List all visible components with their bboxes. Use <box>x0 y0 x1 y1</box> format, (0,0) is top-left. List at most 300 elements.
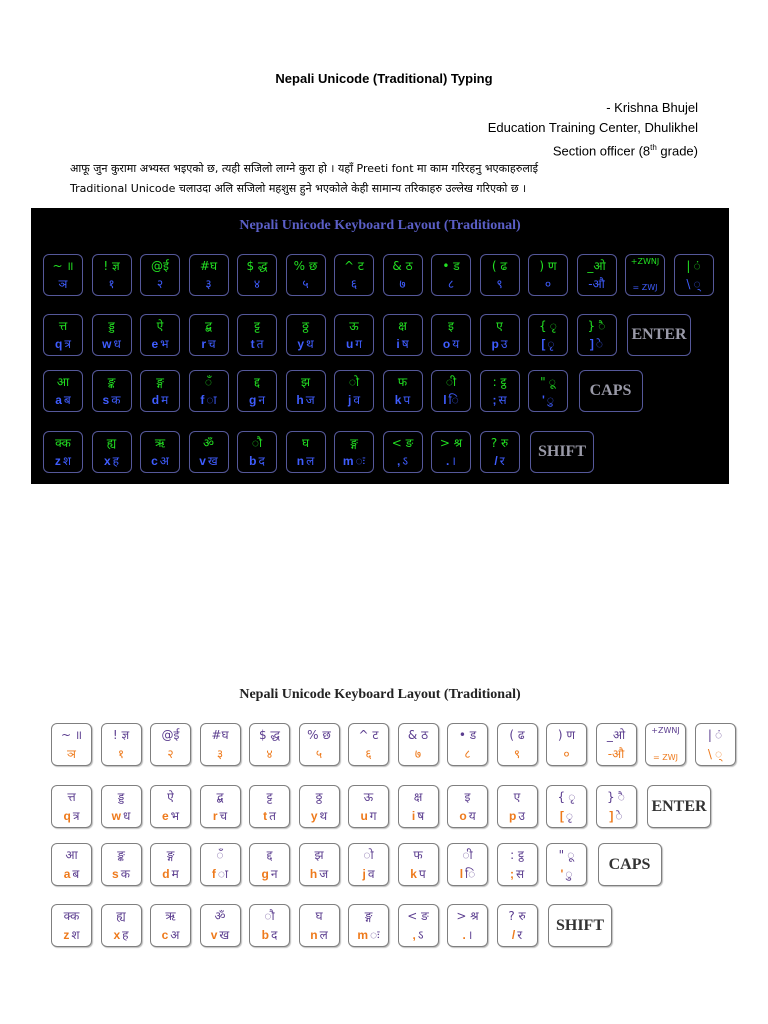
key-top-label: : ट्ठ <box>510 848 524 862</box>
key-top-label: त्त <box>58 319 68 333</box>
key-r1-6 <box>286 254 326 296</box>
key-r4-2 <box>92 431 132 473</box>
key-top-label: $ द्ध <box>246 259 268 273</box>
key-latin-label: o <box>459 809 467 823</box>
key-r4-3 <box>150 904 191 947</box>
key-r3-2 <box>101 843 142 886</box>
key-top-label: ी <box>445 375 457 389</box>
key-bottom-label <box>300 865 339 882</box>
key-r3-9 <box>447 843 488 886</box>
key-bottom-label <box>349 807 388 824</box>
key-bottom-label <box>250 926 289 943</box>
key-r1-2 <box>101 723 142 766</box>
key-top-label: ङ्क <box>117 848 125 862</box>
key-r1-11 <box>528 254 568 296</box>
key-top-label: & ठ <box>407 728 429 742</box>
key-bottom-label <box>529 335 567 352</box>
key-devanagari-label: ग <box>355 337 363 351</box>
key-top-label: ठ्ठ <box>315 790 323 804</box>
key-r3-7 <box>348 843 389 886</box>
key-top-label: @ई <box>161 728 180 742</box>
key-r3-1 <box>51 843 92 886</box>
key-r3-3 <box>140 370 180 412</box>
key-r4-9 <box>447 904 488 947</box>
key-latin-label: w <box>111 809 121 823</box>
key-devanagari-label: उ <box>500 337 508 351</box>
key-top-label: घ <box>301 436 310 450</box>
key-top-label: | ं <box>707 728 723 742</box>
key-latin-label: [ <box>541 337 546 351</box>
key-devanagari-label: र <box>517 928 523 942</box>
key-r4-9 <box>431 431 471 473</box>
key-devanagari-label: ञ <box>67 747 76 761</box>
key-top-label: झ <box>314 848 324 862</box>
key-top-label: ी <box>462 848 473 862</box>
key-r3-3 <box>150 843 191 886</box>
key-r2-3 <box>140 314 180 356</box>
key-devanagari-label: भ <box>170 809 180 823</box>
key-r1-5 <box>237 254 277 296</box>
key-r1-10 <box>480 254 520 296</box>
key-devanagari-label: -औ <box>607 747 625 761</box>
key-bottom-label <box>93 391 131 408</box>
key-bottom-label <box>44 275 82 292</box>
key-devanagari-label: ष <box>417 809 425 823</box>
key-r1-8 <box>398 723 439 766</box>
key-bottom-label <box>201 745 240 762</box>
key-bottom-label <box>93 452 131 469</box>
key-bottom-label <box>399 926 438 943</box>
key-latin-label: / <box>494 454 498 468</box>
key-latin-label: v <box>210 928 218 942</box>
key-top-label: द्द <box>266 848 273 862</box>
key-devanagari-label: स <box>498 393 507 407</box>
key-r2-11 <box>528 314 568 356</box>
key-top-label: & ठ <box>392 259 413 273</box>
key-top-label: क्क <box>63 909 80 923</box>
key-r2-1 <box>43 314 83 356</box>
key-devanagari-label: प <box>418 867 426 881</box>
key-bottom-label <box>529 275 567 292</box>
key-bottom-label <box>529 391 567 408</box>
key-bottom-label <box>399 745 438 762</box>
key-devanagari-label: १ <box>108 277 115 291</box>
key-top-label: ए <box>513 790 521 804</box>
key-r2-2 <box>92 314 132 356</box>
key-latin-label: a <box>63 867 71 881</box>
key-r3-9 <box>431 370 471 412</box>
key-devanagari-label: । <box>467 928 473 942</box>
key-latin-label: f <box>211 867 216 881</box>
key-bottom-label <box>399 807 438 824</box>
key-top-label: • ड <box>458 728 477 742</box>
key-r4-5 <box>237 431 277 473</box>
key-devanagari-label: = ZWJ <box>632 283 658 292</box>
key-r1-6 <box>299 723 340 766</box>
key-r1-7 <box>348 723 389 766</box>
key-top-label: क्ष <box>413 790 423 804</box>
key-r4-8 <box>398 904 439 947</box>
key-top-label: ( ढ <box>509 728 525 742</box>
key-devanagari-label: ः <box>355 454 366 468</box>
key-latin-label: u <box>345 337 354 351</box>
key-r3-8 <box>383 370 423 412</box>
key-devanagari-label: त्र <box>64 337 71 351</box>
key-latin-label: i <box>396 337 400 351</box>
key-bottom-label <box>93 335 131 352</box>
key-devanagari-label: ० <box>544 277 552 291</box>
key-top-label: @ई <box>151 259 169 273</box>
key-devanagari-label: त <box>256 337 264 351</box>
key-devanagari-label: न <box>270 867 278 881</box>
key-bottom-label <box>238 335 276 352</box>
key-devanagari-label: ख <box>207 454 218 468</box>
key-latin-label: x <box>103 454 111 468</box>
intro-line-1: आफू जुन कुरामा अभ्यस्त भइएको छ, त्यही सजिलो लाग्ने कुरा हो । यहाँ Preeti font मा काम गरिरहनु भएकाहरुलाई <box>70 162 539 175</box>
key-devanagari-label: ऽ <box>417 928 424 942</box>
key-devanagari-label: ८ <box>447 277 455 291</box>
key-bottom-label <box>190 391 228 408</box>
key-bottom-label <box>335 391 373 408</box>
key-r3-11 <box>546 843 587 886</box>
key-latin-label: d <box>151 393 160 407</box>
key-bottom-label <box>481 275 519 292</box>
key-devanagari-label: अ <box>159 454 169 468</box>
key-latin-label: x <box>113 928 121 942</box>
key-r1-14 <box>695 723 736 766</box>
keyboard-dark-title: Nepali Unicode Keyboard Layout (Traditional) <box>239 218 521 233</box>
key-top-label: " ू <box>540 375 556 389</box>
key-top-label: ए <box>496 319 503 333</box>
key-top-label: _ओ <box>587 259 606 273</box>
key-bottom-label <box>287 452 325 469</box>
key-devanagari-label: ३ <box>205 277 212 291</box>
key-latin-label: u <box>360 809 368 823</box>
key-devanagari-label: अ <box>170 928 180 942</box>
key-top-label: ! ज्ञ <box>103 259 120 273</box>
key-r1-11 <box>546 723 587 766</box>
key-devanagari-label: ि <box>448 393 459 407</box>
key-top-label: } ै <box>607 790 625 804</box>
key-bottom-label <box>300 745 339 762</box>
key-bottom-label <box>287 391 325 408</box>
key-bottom-label <box>498 807 537 824</box>
key-top-label: ) ण <box>557 728 576 742</box>
key-bottom-label <box>238 391 276 408</box>
key-bottom-label <box>547 745 586 762</box>
key-r3-8 <box>398 843 439 886</box>
key-latin-label: g <box>248 393 257 407</box>
key-bottom-label <box>498 745 537 762</box>
key-bottom-label <box>448 926 487 943</box>
key-top-label: } ै <box>587 319 606 333</box>
key-devanagari-label: ु <box>565 867 573 881</box>
caps-key: CAPS <box>579 370 643 412</box>
key-r4-1 <box>51 904 92 947</box>
key-top-label: < ङ <box>407 909 429 923</box>
key-devanagari-label: ध <box>122 809 131 823</box>
key-bottom-label <box>238 275 276 292</box>
key-top-label: ट्ट <box>254 319 260 333</box>
author-affiliation: Education Training Center, Dhulikhel <box>487 120 698 135</box>
key-bottom-label <box>102 865 141 882</box>
key-top-label: ऋ <box>165 909 176 923</box>
key-devanagari-label: र <box>499 454 505 468</box>
key-bottom-label <box>547 807 586 824</box>
key-r4-6 <box>286 431 326 473</box>
key-devanagari-label: ७ <box>399 277 406 291</box>
key-bottom-label <box>578 275 616 292</box>
key-r3-11 <box>528 370 568 412</box>
key-top-label: आ <box>65 848 78 862</box>
key-r4-7 <box>348 904 389 947</box>
key-r4-4 <box>189 431 229 473</box>
key-devanagari-label: े <box>595 337 604 351</box>
key-bottom-label <box>250 745 289 762</box>
keyboard-light <box>31 675 729 971</box>
key-devanagari-label: ५ <box>302 277 309 291</box>
key-bottom-label <box>52 807 91 824</box>
key-top-label: आ <box>56 375 70 389</box>
key-r4-4 <box>200 904 241 947</box>
key-top-label: ? रु <box>508 909 526 923</box>
key-top-label: क्क <box>55 436 71 450</box>
key-devanagari-label: ५ <box>315 747 323 761</box>
key-r1-3 <box>150 723 191 766</box>
keyboard-dark <box>31 208 729 484</box>
key-devanagari-label: ह <box>112 454 120 468</box>
key-bottom-label <box>498 926 537 943</box>
key-devanagari-label: ग <box>369 809 377 823</box>
key-bottom-label <box>432 452 470 469</box>
key-bottom-label <box>384 335 422 352</box>
key-bottom-label <box>250 865 289 882</box>
key-bottom-label <box>287 275 325 292</box>
key-devanagari-label: ा <box>217 867 229 881</box>
key-latin-label: ] <box>609 809 614 823</box>
key-latin-label: s <box>102 393 110 407</box>
key-devanagari-label: क <box>120 867 130 881</box>
key-latin-label: m <box>357 928 369 942</box>
key-bottom-label <box>190 335 228 352</box>
key-top-label: ौ <box>251 436 263 450</box>
key-r4-2 <box>101 904 142 947</box>
key-devanagari-label: च <box>208 337 216 351</box>
key-bottom-label <box>498 865 537 882</box>
shift-key: SHIFT <box>530 431 594 473</box>
key-devanagari-label: क <box>111 393 121 407</box>
key-bottom-label <box>190 275 228 292</box>
key-bottom-label <box>448 807 487 824</box>
key-r2-9 <box>447 785 488 828</box>
key-devanagari-label: उ <box>518 809 525 823</box>
key-top-label: | ं <box>686 259 701 273</box>
key-latin-label: o <box>442 337 451 351</box>
author-name: - Krishna Bhujel <box>606 100 698 115</box>
key-r1-7 <box>334 254 374 296</box>
key-devanagari-label: ष <box>401 337 409 351</box>
key-top-label: इ <box>448 319 454 333</box>
key-devanagari-label: श <box>62 454 72 468</box>
key-top-label: क्ष <box>398 319 407 333</box>
key-latin-label: h <box>296 393 304 407</box>
key-top-label: ऐ <box>167 790 174 804</box>
key-r3-1 <box>43 370 83 412</box>
key-top-label: फ <box>397 375 408 389</box>
key-devanagari-label: न <box>258 393 265 407</box>
key-devanagari-label: ० <box>563 747 570 761</box>
key-devanagari-label: ऽ <box>402 454 408 468</box>
key-bottom-label <box>399 865 438 882</box>
key-latin-label: v <box>199 454 206 468</box>
key-bottom-label <box>335 275 373 292</box>
key-r2-7 <box>348 785 389 828</box>
key-top-label: +ZWNJ <box>651 726 680 735</box>
key-latin-label: y <box>297 337 304 351</box>
key-top-label: ङ्ग <box>166 848 175 862</box>
key-devanagari-label: ु <box>546 393 554 407</box>
key-devanagari-label: ब <box>63 393 71 407</box>
position-sup: th <box>650 143 657 152</box>
key-r2-6 <box>286 314 326 356</box>
key-bottom-label <box>201 926 240 943</box>
key-r1-1 <box>51 723 92 766</box>
key-devanagari-label: = ZWJ <box>653 753 678 762</box>
key-top-label: $ द्ध <box>258 728 281 742</box>
key-r2-5 <box>237 314 277 356</box>
key-top-label: ^ ट <box>358 728 379 742</box>
key-latin-label: n <box>310 928 318 942</box>
key-devanagari-label: ृ <box>547 337 555 351</box>
key-top-label: { ृ <box>539 319 557 333</box>
key-bottom-label <box>578 335 616 352</box>
key-r3-5 <box>249 843 290 886</box>
key-top-label: ट्ट <box>266 790 273 804</box>
key-bottom-label <box>384 452 422 469</box>
key-latin-label: f <box>200 393 205 407</box>
key-bottom-label <box>481 452 519 469</box>
key-latin-label: . <box>462 928 466 942</box>
key-devanagari-label: ३ <box>216 747 224 761</box>
key-top-label: ठ्ठ <box>302 319 309 333</box>
key-bottom-label <box>696 745 735 762</box>
key-bottom-label <box>432 275 470 292</box>
key-latin-label: ; <box>509 867 514 881</box>
key-bottom-label <box>335 335 373 352</box>
key-r1-12 <box>596 723 637 766</box>
key-r2-12 <box>577 314 617 356</box>
key-latin-label: m <box>342 454 354 468</box>
key-r4-3 <box>140 431 180 473</box>
key-top-label: • ड <box>442 259 460 273</box>
key-devanagari-label: \ ् <box>707 747 723 761</box>
key-bottom-label <box>481 335 519 352</box>
key-devanagari-label: ह <box>122 928 129 942</box>
key-r2-7 <box>334 314 374 356</box>
key-latin-label: b <box>249 454 257 468</box>
key-r1-12 <box>577 254 617 296</box>
key-bottom-label <box>151 745 190 762</box>
key-top-label: < ङ <box>391 436 414 450</box>
key-top-label: % छ <box>293 259 318 273</box>
key-top-label: ह्य <box>116 909 126 923</box>
key-devanagari-label: ६ <box>365 747 372 761</box>
key-bottom-label <box>141 452 179 469</box>
key-top-label: ऊ <box>349 319 359 333</box>
key-latin-label: / <box>511 928 516 942</box>
key-devanagari-label: ल <box>319 928 328 942</box>
key-bottom-label <box>151 807 190 824</box>
key-top-label: द्ब <box>216 790 224 804</box>
key-latin-label: q <box>55 337 63 351</box>
key-devanagari-label: थ <box>319 809 328 823</box>
key-latin-label: n <box>296 454 305 468</box>
key-r1-3 <box>140 254 180 296</box>
key-latin-label: t <box>250 337 255 351</box>
key-latin-label: z <box>63 928 70 942</box>
key-r1-2 <box>92 254 132 296</box>
key-top-label: फ <box>413 848 423 862</box>
key-r2-9 <box>431 314 471 356</box>
key-bottom-label <box>238 452 276 469</box>
key-top-label: ^ ट <box>344 259 364 273</box>
key-bottom-label <box>300 807 339 824</box>
key-r2-11 <box>546 785 587 828</box>
key-top-label: ~ ॥ <box>52 259 74 273</box>
key-r3-4 <box>200 843 241 886</box>
key-top-label: #घ <box>211 728 229 742</box>
key-bottom-label <box>201 865 240 882</box>
key-devanagari-label: य <box>468 809 476 823</box>
key-top-label: _ओ <box>606 728 626 742</box>
key-r4-5 <box>249 904 290 947</box>
key-latin-label: j <box>362 867 366 881</box>
key-bottom-label <box>141 335 179 352</box>
key-latin-label: ; <box>492 393 497 407</box>
key-top-label: द्ब <box>205 319 212 333</box>
key-devanagari-label: व <box>367 867 375 881</box>
key-devanagari-label: ८ <box>464 747 471 761</box>
key-top-label: झ <box>300 375 311 389</box>
key-devanagari-label: म <box>161 393 169 407</box>
key-latin-label: z <box>54 454 61 468</box>
key-top-label: ) ण <box>539 259 557 273</box>
key-top-label: ँ <box>216 848 224 862</box>
key-r1-13 <box>645 723 686 766</box>
key-devanagari-label: ब <box>72 867 80 881</box>
key-bottom-label <box>287 335 325 352</box>
key-top-label: % छ <box>307 728 331 742</box>
key-bottom-label <box>300 926 339 943</box>
key-devanagari-label: \ ् <box>686 277 701 291</box>
key-bottom-label <box>190 452 228 469</box>
key-top-label: घ <box>315 909 323 923</box>
key-r2-12 <box>596 785 637 828</box>
key-bottom-label <box>349 865 388 882</box>
key-devanagari-label: द <box>270 928 278 942</box>
key-devanagari-label: ल <box>306 454 315 468</box>
key-r2-1 <box>51 785 92 828</box>
key-top-label: ~ ॥ <box>60 728 83 742</box>
key-top-label: ो <box>348 375 360 389</box>
key-r3-7 <box>334 370 374 412</box>
key-latin-label: c <box>151 454 158 468</box>
key-latin-label: e <box>161 809 169 823</box>
key-latin-label: c <box>161 928 169 942</box>
key-devanagari-label: थ <box>306 337 314 351</box>
key-bottom-label <box>102 807 141 824</box>
key-bottom-label <box>547 865 586 882</box>
